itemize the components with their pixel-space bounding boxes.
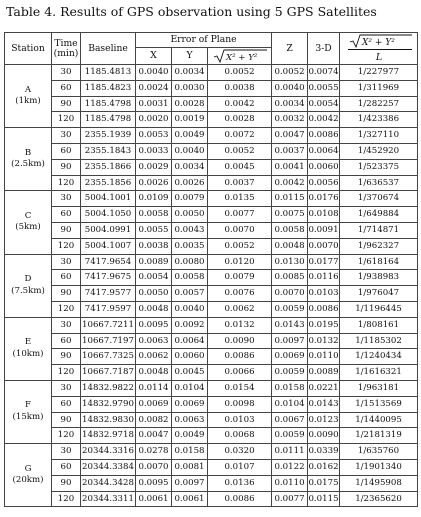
cell-baseline: 10667.7197 <box>81 333 136 349</box>
station-cell <box>5 128 52 191</box>
cell-x: 0.0040 <box>136 65 172 81</box>
cell-x: 0.0058 <box>136 207 172 223</box>
cell-z: 0.0042 <box>272 175 308 191</box>
cell-baseline: 2355.1866 <box>81 159 136 175</box>
cell-xy: 0.0090 <box>208 333 272 349</box>
cell-time: 90 <box>52 412 81 428</box>
cell-y: 0.0057 <box>172 286 208 302</box>
cell-z: 0.0067 <box>272 412 308 428</box>
cell-time: 30 <box>52 444 81 460</box>
cell-ratio: 1/938983 <box>340 270 418 286</box>
header-x: X <box>136 48 172 65</box>
cell-x: 0.0095 <box>136 475 172 491</box>
cell-baseline: 10667.7211 <box>81 317 136 333</box>
cell-z: 0.0037 <box>272 143 308 159</box>
station-name: C <box>24 210 32 221</box>
cell-z: 0.0059 <box>272 428 308 444</box>
cell-ratio: 1/327110 <box>340 128 418 144</box>
cell-baseline: 10667.7325 <box>81 349 136 365</box>
cell-z: 0.0069 <box>272 349 308 365</box>
table-row <box>5 175 418 191</box>
cell-ratio: 1/1513569 <box>340 396 418 412</box>
cell-x: 0.0050 <box>136 286 172 302</box>
table-row <box>5 254 418 270</box>
cell-y: 0.0069 <box>172 396 208 412</box>
cell-z: 0.0130 <box>272 254 308 270</box>
table-row <box>5 96 418 112</box>
table-row <box>5 128 418 144</box>
cell-xy: 0.0076 <box>208 286 272 302</box>
cell-xy: 0.0066 <box>208 365 272 381</box>
cell-time: 60 <box>52 207 81 223</box>
cell-y: 0.0063 <box>172 412 208 428</box>
table-row <box>5 301 418 317</box>
station-distance: (20km) <box>12 475 44 486</box>
cell-baseline: 14832.9822 <box>81 380 136 396</box>
cell-time: 30 <box>52 128 81 144</box>
cell-ratio: 1/962327 <box>340 238 418 254</box>
cell-d3: 0.0054 <box>308 96 340 112</box>
cell-time: 90 <box>52 222 81 238</box>
cell-z: 0.0111 <box>272 444 308 460</box>
cell-baseline: 14832.9830 <box>81 412 136 428</box>
cell-xy: 0.0052 <box>208 238 272 254</box>
cell-ratio: 1/1901340 <box>340 459 418 475</box>
cell-xy: 0.0028 <box>208 112 272 128</box>
cell-xy: 0.0098 <box>208 396 272 412</box>
cell-time: 30 <box>52 380 81 396</box>
cell-d3: 0.0090 <box>308 428 340 444</box>
cell-xy: 0.0086 <box>208 349 272 365</box>
cell-y: 0.0097 <box>172 475 208 491</box>
cell-ratio: 1/1616321 <box>340 365 418 381</box>
cell-z: 0.0143 <box>272 317 308 333</box>
cell-d3: 0.0143 <box>308 396 340 412</box>
cell-z: 0.0104 <box>272 396 308 412</box>
cell-xy: 0.0132 <box>208 317 272 333</box>
cell-baseline: 7417.9675 <box>81 270 136 286</box>
cell-x: 0.0047 <box>136 428 172 444</box>
cell-y: 0.0035 <box>172 238 208 254</box>
cell-d3: 0.0103 <box>308 286 340 302</box>
station-name: A <box>24 84 32 95</box>
cell-time: 60 <box>52 333 81 349</box>
cell-time: 60 <box>52 143 81 159</box>
cell-d3: 0.0110 <box>308 349 340 365</box>
cell-ratio: 1/1240434 <box>340 349 418 365</box>
cell-y: 0.0081 <box>172 459 208 475</box>
cell-baseline: 7417.9654 <box>81 254 136 270</box>
cell-d3: 0.0091 <box>308 222 340 238</box>
header-time <box>52 33 81 65</box>
table-row <box>5 159 418 175</box>
cell-time: 120 <box>52 365 81 381</box>
cell-y: 0.0058 <box>172 270 208 286</box>
cell-y: 0.0158 <box>172 444 208 460</box>
cell-xy: 0.0052 <box>208 65 272 81</box>
cell-z: 0.0059 <box>272 365 308 381</box>
cell-ratio: 1/423386 <box>340 112 418 128</box>
cell-y: 0.0043 <box>172 222 208 238</box>
cell-ratio: 1/636537 <box>340 175 418 191</box>
table-row <box>5 143 418 159</box>
cell-xy: 0.0070 <box>208 222 272 238</box>
cell-ratio: 1/227977 <box>340 65 418 81</box>
cell-z: 0.0070 <box>272 286 308 302</box>
table-row <box>5 112 418 128</box>
cell-xy: 0.0052 <box>208 143 272 159</box>
cell-time: 120 <box>52 112 81 128</box>
cell-d3: 0.0176 <box>308 191 340 207</box>
cell-y: 0.0040 <box>172 143 208 159</box>
cell-x: 0.0114 <box>136 380 172 396</box>
cell-time: 90 <box>52 349 81 365</box>
cell-baseline: 1185.4798 <box>81 112 136 128</box>
cell-z: 0.0059 <box>272 301 308 317</box>
table-row <box>5 80 418 96</box>
cell-xy: 0.0037 <box>208 175 272 191</box>
cell-ratio: 1/635760 <box>340 444 418 460</box>
cell-baseline: 5004.0991 <box>81 222 136 238</box>
cell-ratio: 1/370674 <box>340 191 418 207</box>
station-name: G <box>24 463 32 474</box>
cell-z: 0.0075 <box>272 207 308 223</box>
cell-baseline: 5004.1007 <box>81 238 136 254</box>
cell-x: 0.0020 <box>136 112 172 128</box>
cell-xy: 0.0135 <box>208 191 272 207</box>
cell-x: 0.0109 <box>136 191 172 207</box>
cell-x: 0.0054 <box>136 270 172 286</box>
cell-xy: 0.0079 <box>208 270 272 286</box>
header-3d: 3-D <box>308 33 340 65</box>
table-row <box>5 317 418 333</box>
cell-time: 30 <box>52 65 81 81</box>
cell-d3: 0.0339 <box>308 444 340 460</box>
cell-z: 0.0077 <box>272 491 308 507</box>
cell-y: 0.0061 <box>172 491 208 507</box>
cell-time: 60 <box>52 270 81 286</box>
cell-x: 0.0089 <box>136 254 172 270</box>
cell-xy: 0.0045 <box>208 159 272 175</box>
cell-ratio: 1/649884 <box>340 207 418 223</box>
station-distance: (7.5km) <box>11 285 45 296</box>
header-baseline: Baseline <box>81 33 136 65</box>
table-row <box>5 238 418 254</box>
station-distance: (15km) <box>12 412 44 423</box>
cell-baseline: 10667.7187 <box>81 365 136 381</box>
station-distance: (1km) <box>15 96 41 107</box>
cell-z: 0.0048 <box>272 238 308 254</box>
cell-time: 30 <box>52 254 81 270</box>
cell-z: 0.0034 <box>272 96 308 112</box>
cell-baseline: 1185.4798 <box>81 96 136 112</box>
station-cell <box>5 380 52 443</box>
cell-ratio: 1/452920 <box>340 143 418 159</box>
cell-z: 0.0058 <box>272 222 308 238</box>
cell-ratio: 1/976047 <box>340 286 418 302</box>
station-name: E <box>24 337 32 348</box>
cell-d3: 0.0175 <box>308 475 340 491</box>
cell-time: 60 <box>52 459 81 475</box>
cell-baseline: 20344.3384 <box>81 459 136 475</box>
table-row <box>5 222 418 238</box>
cell-xy: 0.0062 <box>208 301 272 317</box>
cell-xy: 0.0120 <box>208 254 272 270</box>
svg-text:X² + Y²: X² + Y² <box>361 37 395 48</box>
cell-y: 0.0034 <box>172 65 208 81</box>
cell-baseline: 7417.9597 <box>81 301 136 317</box>
table-row <box>5 412 418 428</box>
table-row <box>5 444 418 460</box>
table-row <box>5 191 418 207</box>
cell-y: 0.0060 <box>172 349 208 365</box>
cell-ratio: 1/2181319 <box>340 428 418 444</box>
cell-y: 0.0049 <box>172 428 208 444</box>
cell-ratio: 1/523375 <box>340 159 418 175</box>
cell-x: 0.0038 <box>136 238 172 254</box>
cell-d3: 0.0132 <box>308 333 340 349</box>
cell-d3: 0.0108 <box>308 207 340 223</box>
cell-y: 0.0030 <box>172 80 208 96</box>
cell-x: 0.0024 <box>136 80 172 96</box>
cell-d3: 0.0060 <box>308 159 340 175</box>
cell-baseline: 14832.9790 <box>81 396 136 412</box>
cell-baseline: 2355.1856 <box>81 175 136 191</box>
cell-ratio: 1/963181 <box>340 380 418 396</box>
cell-ratio: 1/1495908 <box>340 475 418 491</box>
cell-d3: 0.0055 <box>308 80 340 96</box>
cell-baseline: 2355.1939 <box>81 128 136 144</box>
cell-y: 0.0034 <box>172 159 208 175</box>
station-name: D <box>24 274 32 285</box>
cell-x: 0.0061 <box>136 491 172 507</box>
cell-x: 0.0278 <box>136 444 172 460</box>
cell-x: 0.0095 <box>136 317 172 333</box>
cell-x: 0.0055 <box>136 222 172 238</box>
cell-ratio: 1/282257 <box>340 96 418 112</box>
cell-d3: 0.0074 <box>308 65 340 81</box>
header-time-label: Time <box>54 38 78 50</box>
station-name: F <box>25 400 31 411</box>
header-station: Station <box>5 33 52 65</box>
cell-xy: 0.0320 <box>208 444 272 460</box>
cell-baseline: 5004.1001 <box>81 191 136 207</box>
cell-time: 30 <box>52 317 81 333</box>
cell-xy: 0.0042 <box>208 96 272 112</box>
cell-baseline: 1185.4813 <box>81 65 136 81</box>
cell-xy: 0.0072 <box>208 128 272 144</box>
cell-y: 0.0026 <box>172 175 208 191</box>
cell-d3: 0.0162 <box>308 459 340 475</box>
table-row <box>5 270 418 286</box>
cell-xy: 0.0068 <box>208 428 272 444</box>
svg-text:X² + Y²: X² + Y² <box>225 53 257 63</box>
cell-x: 0.0082 <box>136 412 172 428</box>
ratio-formula <box>342 34 416 64</box>
cell-time: 60 <box>52 80 81 96</box>
cell-y: 0.0080 <box>172 254 208 270</box>
station-name: B <box>24 147 32 158</box>
cell-y: 0.0050 <box>172 207 208 223</box>
cell-xy: 0.0103 <box>208 412 272 428</box>
cell-y: 0.0040 <box>172 301 208 317</box>
cell-x: 0.0069 <box>136 396 172 412</box>
cell-d3: 0.0042 <box>308 112 340 128</box>
cell-time: 90 <box>52 159 81 175</box>
table-row <box>5 365 418 381</box>
table-row <box>5 459 418 475</box>
cell-x: 0.0053 <box>136 128 172 144</box>
cell-x: 0.0062 <box>136 349 172 365</box>
cell-d3: 0.0056 <box>308 175 340 191</box>
cell-y: 0.0049 <box>172 128 208 144</box>
cell-y: 0.0104 <box>172 380 208 396</box>
cell-z: 0.0052 <box>272 65 308 81</box>
station-distance: (2.5km) <box>11 159 45 170</box>
sqrt-xy-formula <box>210 49 270 63</box>
cell-d3: 0.0070 <box>308 238 340 254</box>
cell-x: 0.0029 <box>136 159 172 175</box>
cell-z: 0.0032 <box>272 112 308 128</box>
cell-time: 90 <box>52 286 81 302</box>
cell-baseline: 5004.1050 <box>81 207 136 223</box>
cell-ratio: 1/618164 <box>340 254 418 270</box>
cell-time: 120 <box>52 175 81 191</box>
cell-baseline: 1185.4823 <box>81 80 136 96</box>
cell-x: 0.0033 <box>136 143 172 159</box>
cell-time: 120 <box>52 428 81 444</box>
cell-time: 120 <box>52 301 81 317</box>
table-row <box>5 286 418 302</box>
station-distance: (5km) <box>15 222 41 233</box>
header-error-of-plane: Error of Plane <box>136 33 272 48</box>
cell-z: 0.0115 <box>272 191 308 207</box>
cell-y: 0.0045 <box>172 365 208 381</box>
cell-d3: 0.0086 <box>308 301 340 317</box>
cell-ratio: 1/2365620 <box>340 491 418 507</box>
cell-xy: 0.0038 <box>208 80 272 96</box>
cell-xy: 0.0086 <box>208 491 272 507</box>
cell-y: 0.0092 <box>172 317 208 333</box>
cell-ratio: 1/1185302 <box>340 333 418 349</box>
cell-ratio: 1/1440095 <box>340 412 418 428</box>
cell-d3: 0.0177 <box>308 254 340 270</box>
cell-d3: 0.0123 <box>308 412 340 428</box>
cell-z: 0.0097 <box>272 333 308 349</box>
table-row <box>5 428 418 444</box>
cell-baseline: 20344.3428 <box>81 475 136 491</box>
cell-time: 60 <box>52 396 81 412</box>
cell-time: 120 <box>52 238 81 254</box>
cell-x: 0.0070 <box>136 459 172 475</box>
cell-z: 0.0085 <box>272 270 308 286</box>
table-body <box>5 65 418 507</box>
cell-x: 0.0048 <box>136 365 172 381</box>
station-cell <box>5 444 52 507</box>
cell-ratio: 1/311969 <box>340 80 418 96</box>
cell-d3: 0.0086 <box>308 128 340 144</box>
cell-d3: 0.0195 <box>308 317 340 333</box>
cell-z: 0.0047 <box>272 128 308 144</box>
cell-xy: 0.0154 <box>208 380 272 396</box>
cell-y: 0.0064 <box>172 333 208 349</box>
table-row <box>5 396 418 412</box>
cell-z: 0.0122 <box>272 459 308 475</box>
cell-baseline: 7417.9577 <box>81 286 136 302</box>
table-row <box>5 65 418 81</box>
header-z: Z <box>272 33 308 65</box>
header-time-unit: (min) <box>53 47 79 59</box>
cell-time: 30 <box>52 191 81 207</box>
header-y: Y <box>172 48 208 65</box>
cell-x: 0.0031 <box>136 96 172 112</box>
cell-x: 0.0026 <box>136 175 172 191</box>
svg-text:L: L <box>375 51 382 63</box>
table-row <box>5 491 418 507</box>
cell-xy: 0.0136 <box>208 475 272 491</box>
cell-baseline: 2355.1843 <box>81 143 136 159</box>
cell-d3: 0.0089 <box>308 365 340 381</box>
table-row <box>5 380 418 396</box>
cell-baseline: 20344.3311 <box>81 491 136 507</box>
cell-y: 0.0028 <box>172 96 208 112</box>
cell-ratio: 1/714871 <box>340 222 418 238</box>
cell-z: 0.0040 <box>272 80 308 96</box>
cell-d3: 0.0221 <box>308 380 340 396</box>
table-row <box>5 333 418 349</box>
gps-results-table <box>4 32 418 507</box>
cell-baseline: 14832.9718 <box>81 428 136 444</box>
station-cell <box>5 317 52 380</box>
table-row <box>5 349 418 365</box>
station-cell <box>5 65 52 128</box>
cell-time: 120 <box>52 491 81 507</box>
cell-z: 0.0041 <box>272 159 308 175</box>
cell-d3: 0.0116 <box>308 270 340 286</box>
cell-xy: 0.0107 <box>208 459 272 475</box>
cell-d3: 0.0115 <box>308 491 340 507</box>
table-row <box>5 207 418 223</box>
cell-baseline: 20344.3316 <box>81 444 136 460</box>
table-title: Table 4. Results of GPS observation using 5 GPS Satellites <box>6 4 377 19</box>
cell-time: 90 <box>52 96 81 112</box>
cell-time: 90 <box>52 475 81 491</box>
station-distance: (10km) <box>12 348 44 359</box>
cell-z: 0.0110 <box>272 475 308 491</box>
cell-x: 0.0048 <box>136 301 172 317</box>
cell-xy: 0.0077 <box>208 207 272 223</box>
header-sqrt-xy <box>208 48 272 65</box>
cell-y: 0.0019 <box>172 112 208 128</box>
cell-y: 0.0079 <box>172 191 208 207</box>
station-cell <box>5 191 52 254</box>
station-cell <box>5 254 52 317</box>
table-row <box>5 475 418 491</box>
cell-ratio: 1/808161 <box>340 317 418 333</box>
cell-ratio: 1/1196445 <box>340 301 418 317</box>
cell-d3: 0.0064 <box>308 143 340 159</box>
header-ratio <box>340 33 418 65</box>
cell-z: 0.0158 <box>272 380 308 396</box>
cell-x: 0.0063 <box>136 333 172 349</box>
